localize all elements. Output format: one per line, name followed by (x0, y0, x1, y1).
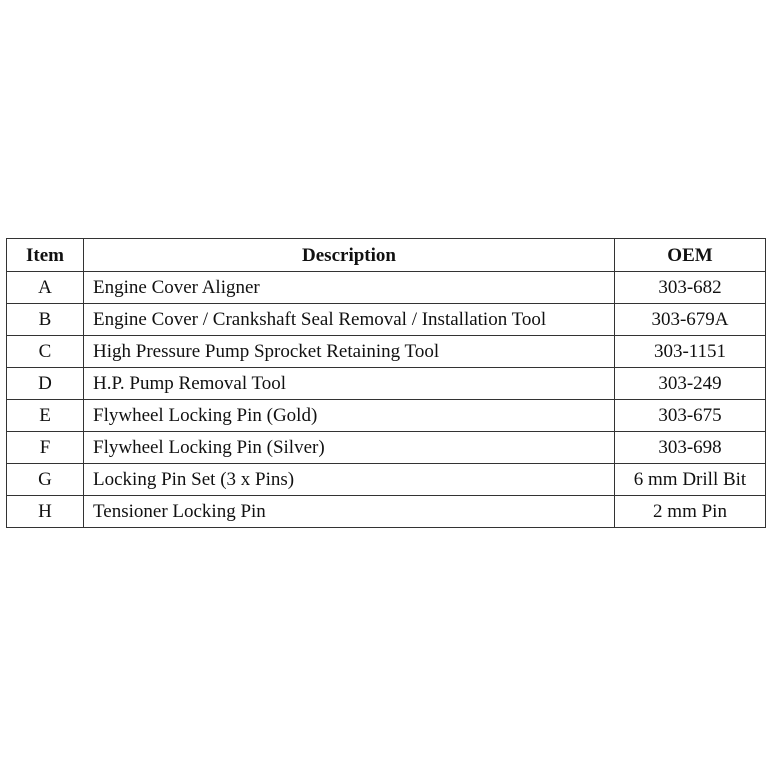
row-description: Engine Cover Aligner (84, 272, 615, 304)
header-description: Description (84, 239, 615, 272)
row-item: B (7, 304, 84, 336)
table-row (7, 368, 766, 400)
table-row (7, 400, 766, 432)
header-oem: OEM (615, 239, 766, 272)
row-description: Engine Cover / Crankshaft Seal Removal / Installation Tool (84, 304, 615, 336)
row-description: Flywheel Locking Pin (Silver) (84, 432, 615, 464)
row-description: High Pressure Pump Sprocket Retaining Tool (84, 336, 615, 368)
header-item: Item (7, 239, 84, 272)
table-row (7, 496, 766, 528)
table-row (7, 432, 766, 464)
row-description: H.P. Pump Removal Tool (84, 368, 615, 400)
row-item: D (7, 368, 84, 400)
tool-list-sheet (6, 238, 765, 528)
table-row (7, 272, 766, 304)
table-row (7, 336, 766, 368)
row-oem: 6 mm Drill Bit (615, 464, 766, 496)
table-header (7, 239, 766, 272)
row-item: G (7, 464, 84, 496)
row-oem: 303-679A (615, 304, 766, 336)
row-description: Locking Pin Set (3 x Pins) (84, 464, 615, 496)
row-oem: 303-1151 (615, 336, 766, 368)
header-row (7, 239, 766, 272)
row-description: Flywheel Locking Pin (Gold) (84, 400, 615, 432)
row-oem: 2 mm Pin (615, 496, 766, 528)
row-item: H (7, 496, 84, 528)
tool-table (6, 238, 766, 528)
table-row (7, 464, 766, 496)
table-body (7, 272, 766, 528)
row-oem: 303-675 (615, 400, 766, 432)
row-oem: 303-698 (615, 432, 766, 464)
row-description: Tensioner Locking Pin (84, 496, 615, 528)
table-row (7, 304, 766, 336)
row-item: E (7, 400, 84, 432)
row-oem: 303-249 (615, 368, 766, 400)
row-oem: 303-682 (615, 272, 766, 304)
row-item: F (7, 432, 84, 464)
row-item: C (7, 336, 84, 368)
row-item: A (7, 272, 84, 304)
